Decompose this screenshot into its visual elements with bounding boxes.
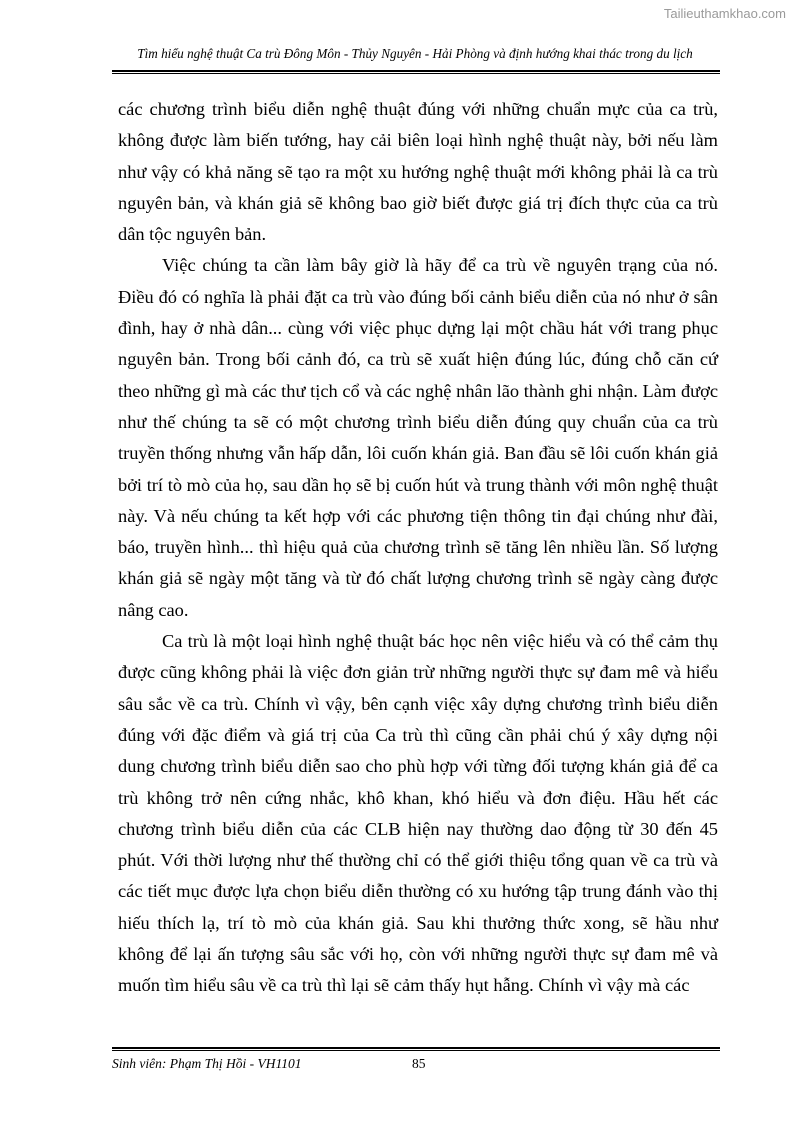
page-number: 85 bbox=[412, 1056, 426, 1071]
running-header: Tìm hiểu nghệ thuật Ca trù Đông Môn - Thủy Nguyên - Hải Phòng và định hướng khai thác trong du lịch bbox=[137, 46, 693, 61]
header-rule-thin bbox=[112, 73, 720, 74]
paragraph-3: Ca trù là một loại hình nghệ thuật bác học nên việc hiểu và có thể cảm thụ được cũng không phải là việc đơn giản trừ những người thực sự đam mê và hiểu sâu sắc về ca trù. Chính vì vậy, bên cạnh việc xây dựng chương trình biểu diễn đúng với đặc điểm và giá trị của Ca trù thì cũng cần phải chú ý xây dựng nội dung chương trình biểu diễn sao cho phù hợp với từng đối tượng khán giả để ca trù không trở nên cứng nhắc, khô khan, khó hiểu và đơn điệu. Hầu hết các chương trình biểu diễn của các CLB hiện nay thường dao động từ 30 đến 45 phút. Với thời lượng như thế thường chỉ có thể giới thiệu tổng quan về ca trù và các tiết mục được lựa chọn biểu diễn thường có xu hướng tập trung đánh vào thị hiếu thích lạ, trí tò mò của khán giả. Sau khi thưởng thức xong, sẽ hầu như không để lại ấn tượng sâu sắc với họ, còn với những người thực sự đam mê và muốn tìm hiểu sâu về ca trù thì lại sẽ cảm thấy hụt hẫng. Chính vì vậy mà các bbox=[118, 631, 718, 996]
header-rule bbox=[112, 70, 720, 72]
footer-rule-thin bbox=[112, 1050, 720, 1051]
watermark-text: Tailieuthamkhao.com bbox=[663, 6, 786, 21]
footer-rule bbox=[112, 1047, 720, 1049]
footer-author: Sinh viên: Phạm Thị Hồi - VH1101 bbox=[112, 1056, 302, 1071]
paragraph-2: Việc chúng ta cần làm bây giờ là hãy để ca trù về nguyên trạng của nó. Điều đó có nghĩa là phải đặt ca trù vào đúng bối cảnh biểu diễn của nó như ở sân đình, hay ở nhà dân... cùng với việc phục dựng lại một chầu hát với trang phục nguyên bản. Trong bối cảnh đó, ca trù sẽ xuất hiện đúng lúc, đúng chỗ căn cứ theo những gì mà các thư tịch cổ và các nghệ nhân lão thành ghi nhận. Làm được như thế chúng ta sẽ có một chương trình biểu diễn đúng quy chuẩn của ca trù truyền thống nhưng vẫn hấp dẫn, lôi cuốn khán giả. Ban đầu sẽ lôi cuốn khán giả bởi trí tò mò của họ, sau dần họ sẽ bị cuốn hút và trung thành với môn nghệ thuật này. Và nếu chúng ta kết hợp với các phương tiện thông tin đại chúng như đài, báo, truyền hình... thì hiệu quả của chương trình sẽ tăng lên nhiều lần. Số lượng khán giả sẽ ngày một tăng và từ đó chất lượng chương trình sẽ ngày càng được nâng cao. bbox=[118, 255, 718, 620]
paragraph-1: các chương trình biểu diễn nghệ thuật đúng với những chuẩn mực của ca trù, không được làm biến tướng, hay cải biên loại hình nghệ thuật này, bởi nếu làm như vậy có khả năng sẽ tạo ra một xu hướng nghệ thuật mới không phải là ca trù nguyên bản, và khán giả sẽ không bao giờ biết được giá trị đích thực của ca trù dân tộc nguyên bản. bbox=[118, 99, 718, 245]
document-body bbox=[118, 94, 718, 1002]
